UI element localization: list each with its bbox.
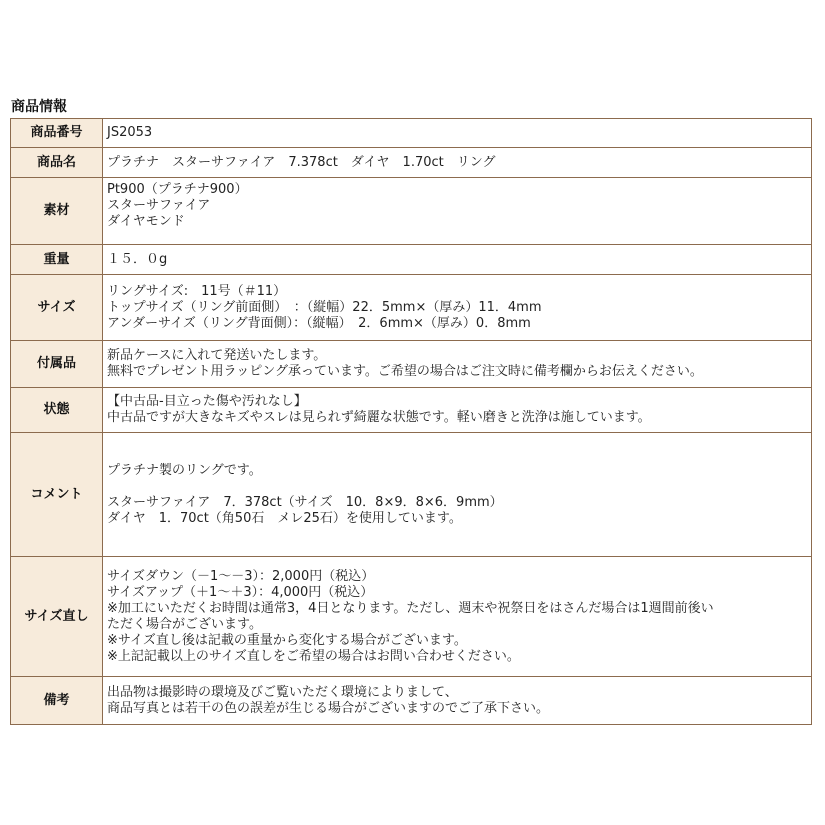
- row-value: [103, 275, 812, 341]
- value-line: ※サイズ直し後は記載の重量から変化する場合がございます。: [107, 632, 467, 648]
- row-label: 重量: [11, 245, 103, 275]
- table-row-resizing: [11, 557, 812, 677]
- row-label: コメント: [11, 433, 103, 557]
- product-info-table: [10, 118, 812, 725]
- value-line: ※加工にいただくお時間は通常3，4日となります。ただし、週末や祝祭日をはさんだ場合は1週間前後い: [107, 600, 714, 616]
- value-line: 新品ケースに入れて発送いたします。: [107, 348, 327, 363]
- row-label: サイズ: [11, 275, 103, 341]
- value-line: サイズダウン（－1～－3）：2,000円（税込）: [107, 568, 375, 584]
- row-value: [103, 677, 812, 725]
- table-row-product-number: [11, 119, 812, 148]
- value-line: ダイヤ 1．70ct（角50石 メレ25石）を使用しています。: [107, 510, 462, 526]
- value-line: ダイヤモンド: [107, 214, 185, 229]
- row-value: [103, 148, 812, 178]
- table-row-weight: [11, 245, 812, 275]
- row-label: 状態: [11, 388, 103, 433]
- value-line: トップサイズ（リング前面側） ：（縦幅）22．5mm×（厚み）11．4mm: [107, 299, 542, 315]
- section-title: 商品情報: [11, 99, 67, 115]
- value-line: 無料でプレゼント用ラッピング承っています。ご希望の場合はご注文時に備考欄からお伝えください。: [107, 364, 703, 379]
- value-line: １５．０g: [107, 251, 168, 267]
- value-line: ※上記記載以上のサイズ直しをご希望の場合はお問い合わせください。: [107, 648, 520, 664]
- row-label: 備考: [11, 677, 103, 725]
- row-value: [103, 557, 812, 677]
- value-line: 出品物は撮影時の環境及びご覧いただく環境によりまして、: [107, 684, 458, 700]
- value-line: 【中古品-目立った傷や汚れなし】: [107, 394, 307, 409]
- table-row-comment: [11, 433, 812, 557]
- row-label: 商品番号: [11, 119, 103, 148]
- value-line: Pt900（プラチナ900）: [107, 182, 248, 197]
- row-value: [103, 178, 812, 245]
- value-line: サイズアップ（＋1～＋3）：4,000円（税込）: [107, 584, 374, 600]
- row-label: 素材: [11, 178, 103, 245]
- value-line: アンダーサイズ（リング背面側）：（縦幅） 2．6mm×（厚み）0．8mm: [107, 315, 531, 331]
- row-label: 付属品: [11, 341, 103, 388]
- table-row-material: [11, 178, 812, 245]
- row-value: [103, 341, 812, 388]
- value-line: プラチナ スターサファイア 7.378ct ダイヤ 1.70ct リング: [107, 154, 496, 170]
- value-line: 中古品ですが大きなキズやスレは見られず綺麗な状態です。軽い磨きと洗浄は施しています。: [107, 410, 651, 425]
- row-value: [103, 433, 812, 557]
- row-value: [103, 388, 812, 433]
- row-value: [103, 245, 812, 275]
- table-row-notes: [11, 677, 812, 725]
- table-row-accessories: [11, 341, 812, 388]
- table-row-condition: [11, 388, 812, 433]
- value-line: JS2053: [107, 125, 153, 140]
- value-line: スターサファイア 7．378ct（サイズ 10．8×9．8×6．9mm）: [107, 494, 503, 510]
- value-line: リングサイズ: 11号（＃11）: [107, 283, 287, 299]
- value-line: スターサファイア: [107, 198, 211, 213]
- table-row-size: [11, 275, 812, 341]
- value-line: 商品写真とは若干の色の誤差が生じる場合がございますのでご了承下さい。: [107, 700, 550, 716]
- row-label: サイズ直し: [11, 557, 103, 677]
- row-label: 商品名: [11, 148, 103, 178]
- value-line: ただく場合がございます。: [107, 616, 262, 632]
- table-row-product-name: [11, 148, 812, 178]
- row-value: [103, 119, 812, 148]
- value-line: プラチナ製のリングです。: [107, 462, 262, 478]
